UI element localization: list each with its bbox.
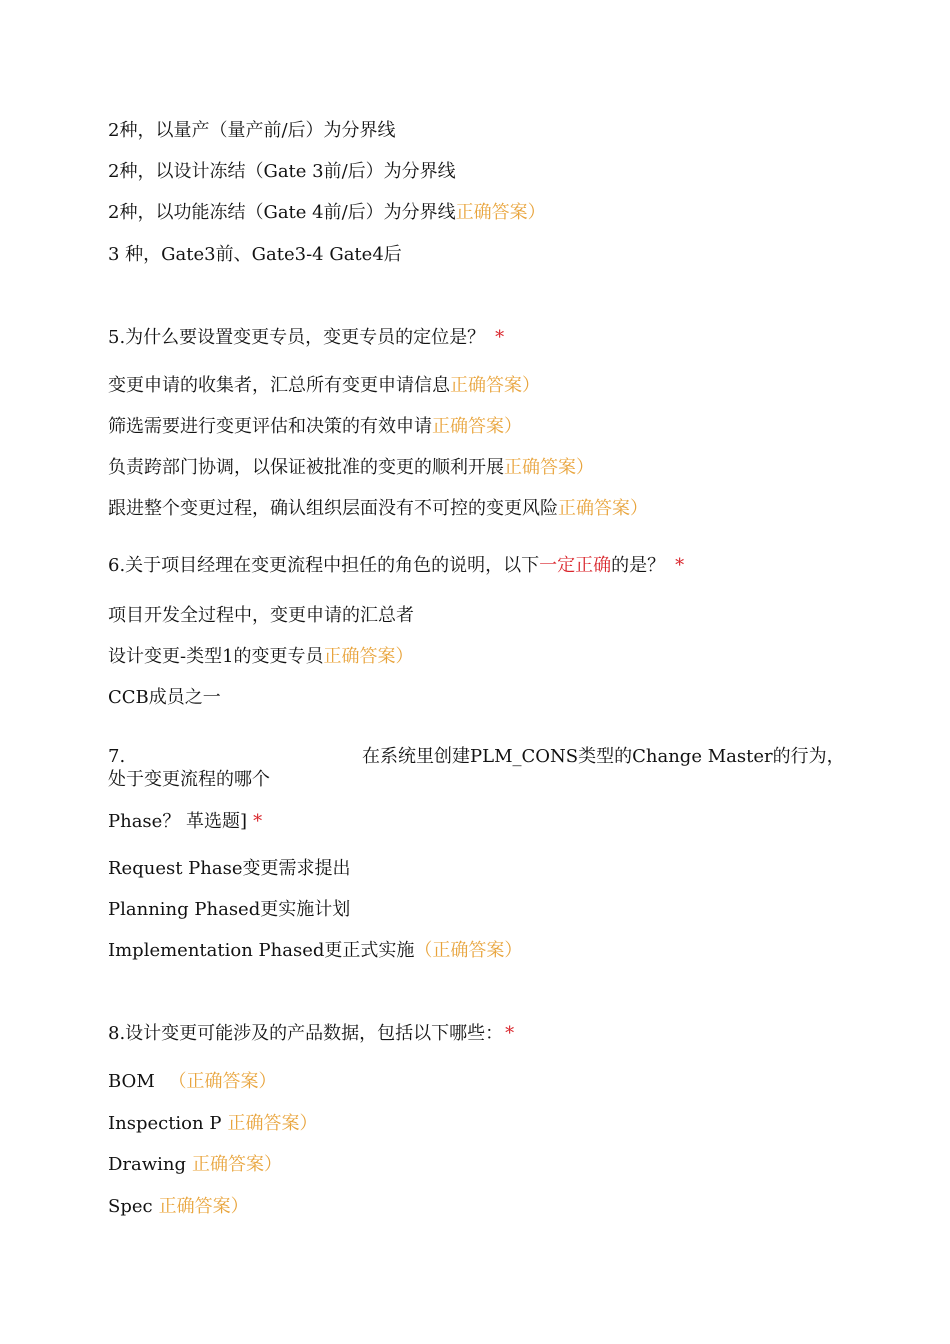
q6-option-2[interactable] <box>108 645 414 669</box>
option-text: 2种，以设计冻结（Gate 3前/后）为分界线 <box>108 161 456 182</box>
option-text: 2种，以功能冻结（Gate 4前/后）为分界线 <box>108 202 456 223</box>
correct-answer-tag: 正确答案） <box>432 416 522 437</box>
q4-option-3[interactable] <box>108 201 546 225</box>
q5-option-4[interactable] <box>108 497 648 521</box>
correct-answer-tag: 正确答案） <box>323 646 414 667</box>
q7-option-1[interactable] <box>108 857 351 881</box>
option-text: BOM <box>108 1071 161 1092</box>
option-text: Spec <box>108 1196 153 1217</box>
q8-option-2[interactable] <box>108 1112 317 1136</box>
option-text: 项目开发全过程中，变更申请的汇总者 <box>108 605 414 626</box>
q7-option-3[interactable] <box>108 939 522 963</box>
question-text-suffix: 的是？ <box>611 555 666 576</box>
option-text: CCB成员之一 <box>108 687 221 708</box>
option-text: Inspection P <box>108 1113 222 1134</box>
required-star: * <box>505 1023 515 1044</box>
option-text: 变更申请的收集者，汇总所有变更申请信息 <box>108 375 450 396</box>
question-text: 5.为什么要设置变更专员，变更专员的定位是？ <box>108 327 486 348</box>
q7-number: 7. <box>108 746 126 767</box>
correct-answer-tag: （正确答案） <box>168 1071 277 1092</box>
correct-answer-tag: 正确答案） <box>455 202 546 223</box>
option-text: Drawing <box>108 1154 187 1175</box>
question-highlight: 一定正确 <box>539 555 612 576</box>
required-star: * <box>253 811 263 832</box>
option-text: Planning Phased更实施计划 <box>108 899 351 920</box>
option-text: Implementation Phased更正式实施 <box>108 940 415 961</box>
q6-option-3[interactable] <box>108 686 221 710</box>
q4-option-2[interactable] <box>108 160 456 184</box>
q7-question-right: 在系统里创建PLM_CONS类型的Change Master的行为， <box>362 746 845 767</box>
q7-title <box>108 810 262 834</box>
q7-question-line2: 处于变更流程的哪个 <box>108 769 270 790</box>
correct-answer-tag: （正确答案） <box>414 940 523 961</box>
option-text: 负责跨部门协调，以保证被批准的变更的顺利开展 <box>108 457 504 478</box>
q4-option-4[interactable] <box>108 243 402 267</box>
q8-option-4[interactable] <box>108 1195 249 1219</box>
q8-option-1[interactable] <box>108 1070 276 1094</box>
option-text: 2种，以量产（量产前/后）为分界线 <box>108 120 396 141</box>
option-text: 3 种，Gate3前、Gate3-4 Gate4后 <box>108 244 402 265</box>
q8-title <box>108 1022 514 1046</box>
q5-option-3[interactable] <box>108 456 594 480</box>
q6-title <box>108 554 684 578</box>
option-text: 筛选需要进行变更评估和决策的有效申请 <box>108 416 432 437</box>
required-star: * <box>675 555 685 576</box>
correct-answer-tag: 正确答案） <box>558 498 648 519</box>
q8-option-3[interactable] <box>108 1153 282 1177</box>
correct-answer-tag: 正确答案） <box>192 1154 283 1175</box>
option-text: 设计变更-类型1的变更专员 <box>108 646 324 667</box>
correct-answer-tag: 正确答案） <box>504 457 594 478</box>
q5-option-2[interactable] <box>108 415 522 439</box>
option-text: 跟进整个变更过程，确认组织层面没有不可控的变更风险 <box>108 498 558 519</box>
correct-answer-tag: 正确答案） <box>158 1196 249 1217</box>
question-text: 8.设计变更可能涉及的产品数据，包括以下哪些： <box>108 1023 504 1044</box>
correct-answer-tag: 正确答案） <box>227 1113 318 1134</box>
q5-title <box>108 326 504 350</box>
q5-option-1[interactable] <box>108 374 540 398</box>
required-star: * <box>495 327 505 348</box>
q7-option-2[interactable] <box>108 898 350 922</box>
question-text: Phase？ 革选题] <box>108 811 248 832</box>
correct-answer-tag: 正确答案） <box>450 375 540 396</box>
q6-option-1[interactable] <box>108 604 414 628</box>
option-text: Request Phase变更需求提出 <box>108 858 351 879</box>
q4-option-1[interactable] <box>108 119 396 143</box>
question-text: 6.关于项目经理在变更流程中担任的角色的说明，以下 <box>108 555 540 576</box>
